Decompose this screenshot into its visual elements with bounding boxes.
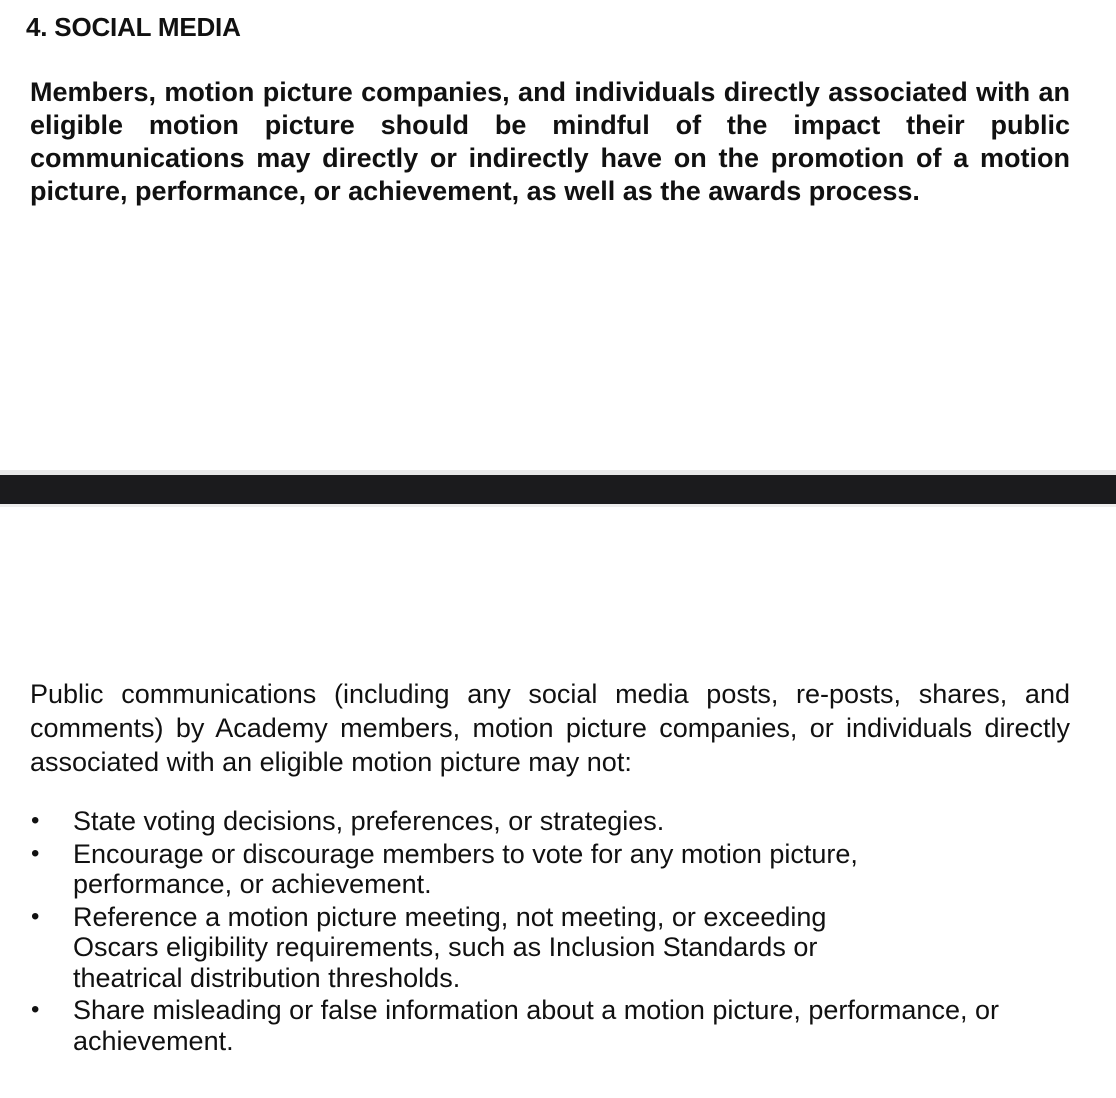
bullet-icon: • — [31, 807, 40, 834]
guidance-paragraph: Members, motion picture companies, and individuals directly associated with an eligible motion picture should be mindful of the impact their public communications may directly or indirectly have on the promotion of a motion picture, performance, or achievement, as well as the awards process. — [30, 77, 1070, 206]
list-item-text: State voting decisions, preferences, or strategies. — [73, 806, 665, 836]
list-item — [0, 902, 893, 994]
page-divider-band — [0, 475, 1116, 504]
list-item-text: Encourage or discourage members to vote for any motion picture, performance, or achievement. — [73, 838, 858, 899]
list-item — [0, 806, 1073, 837]
page-top-section — [0, 0, 1116, 474]
prohibited-actions-list — [0, 806, 1116, 1058]
list-item — [0, 839, 943, 900]
page-divider-bottom-edge — [0, 504, 1116, 507]
bullet-icon: • — [31, 996, 40, 1023]
list-item-text: Reference a motion picture meeting, not meeting, or exceeding Oscars eligibility requirements, such as Inclusion Standards or theatrical distribution thresholds. — [73, 901, 827, 993]
section-heading: 4. SOCIAL MEDIA — [26, 12, 241, 42]
bullet-icon: • — [31, 902, 40, 930]
list-item — [0, 995, 1073, 1056]
rules-intro-paragraph: Public communications (including any social media posts, re-posts, shares, and comments) by Academy members, motion picture companies, or individuals directly associated with an eligible motion picture may not: — [30, 679, 1070, 777]
list-item-text: Share misleading or false information about a motion picture, performance, or achievement. — [73, 995, 999, 1056]
bullet-icon: • — [31, 839, 40, 867]
